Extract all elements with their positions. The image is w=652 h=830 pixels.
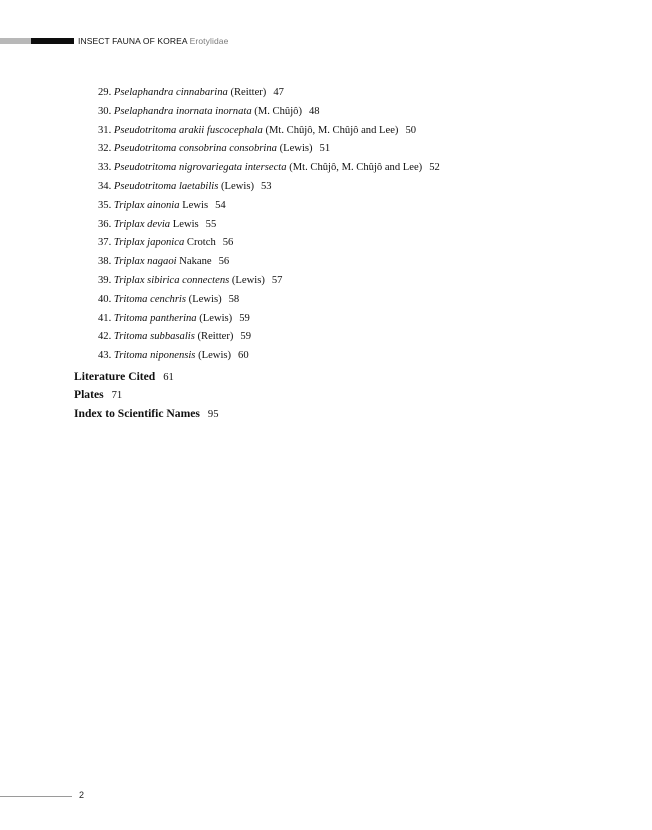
entry-page: 55	[205, 218, 217, 230]
entry-page: 60	[238, 350, 249, 362]
running-head	[0, 38, 652, 46]
species-author: (Reitter)	[197, 331, 234, 343]
entry-number: 39.	[98, 275, 112, 286]
family-name: Erotylidae	[189, 36, 229, 46]
species-author: (Lewis)	[221, 181, 254, 192]
toc-entry	[98, 161, 440, 175]
entry-number: 36.	[98, 218, 112, 230]
entry-number: 41.	[98, 312, 112, 324]
species-name: Tritoma cenchris	[113, 293, 187, 305]
species-name: Pseudotritoma arakii fuscocephala	[113, 124, 263, 136]
header-bar-dark	[31, 38, 74, 44]
entry-number: 34.	[98, 181, 112, 192]
toc-entry	[98, 199, 226, 213]
toc-section-entry	[74, 387, 122, 403]
species-author: (Mt. Chûjô, M. Chûjô and Lee)	[289, 162, 423, 174]
entry-page: 56	[218, 256, 230, 268]
header-bar-light	[0, 38, 31, 44]
species-author: (Lewis)	[198, 350, 232, 362]
entry-page: 48	[308, 105, 320, 117]
species-author: (Lewis)	[188, 293, 222, 305]
entry-page: 47	[273, 87, 284, 98]
entry-page: 54	[215, 199, 226, 211]
toc-entry	[98, 236, 233, 250]
footer-rule	[0, 796, 72, 797]
toc-entry	[98, 124, 416, 138]
entry-number: 31.	[98, 124, 112, 136]
species-author: (Lewis)	[279, 143, 313, 155]
species-author: (Lewis)	[199, 312, 233, 324]
section-title: Literature Cited	[74, 370, 156, 383]
entry-number: 43.	[98, 350, 112, 362]
entry-number: 35.	[98, 199, 112, 211]
species-name: Pselaphandra inornata inornata	[113, 105, 252, 117]
entry-page: 51	[319, 143, 331, 155]
toc-entry	[98, 255, 229, 269]
entry-number: 37.	[98, 237, 112, 249]
toc-entry	[98, 105, 320, 119]
toc-entry	[98, 349, 249, 363]
entry-page: 59	[240, 331, 251, 343]
species-author: Lewis	[182, 199, 209, 211]
toc-entry	[98, 218, 216, 232]
toc-entry	[98, 142, 330, 156]
toc-entry	[98, 180, 272, 194]
entry-number: 38.	[98, 256, 112, 268]
species-name: Triplax nagaoi	[113, 256, 177, 268]
entry-page: 53	[260, 181, 272, 192]
species-name: Pseudotritoma laetabilis	[113, 181, 219, 192]
species-author: (Mt. Chûjô, M. Chûjô and Lee)	[265, 124, 399, 136]
section-title: Plates	[74, 388, 104, 402]
section-page: 61	[163, 372, 174, 383]
species-name: Pselaphandra cinnabarina	[113, 87, 228, 98]
entry-number: 33.	[98, 162, 112, 174]
toc-entry	[98, 293, 239, 307]
entry-number: 30.	[98, 105, 112, 117]
section-title: Index to Scientific Names	[74, 406, 200, 420]
entry-number: 42.	[98, 331, 112, 343]
page-number: 2	[79, 790, 85, 800]
species-name: Triplax devia	[113, 218, 171, 230]
species-name: Tritoma subbasalis	[113, 331, 195, 343]
running-head-text	[78, 35, 228, 47]
entry-number: 29.	[98, 87, 112, 98]
toc-entry	[98, 274, 282, 288]
entry-page: 58	[228, 293, 240, 305]
species-name: Pseudotritoma consobrina consobrina	[113, 143, 277, 155]
toc-entry	[98, 330, 251, 344]
species-name: Triplax japonica	[113, 237, 185, 249]
species-name: Pseudotritoma nigrovariegata intersecta	[113, 162, 287, 174]
toc-entry	[98, 86, 284, 100]
species-author: (M. Chûjô)	[254, 105, 302, 117]
entry-number: 32.	[98, 143, 112, 155]
section-page: 95	[207, 408, 219, 420]
entry-page: 59	[239, 312, 250, 324]
entry-number: 40.	[98, 293, 112, 305]
book-title: INSECT FAUNA OF KOREA	[78, 36, 188, 46]
species-name: Tritoma pantherina	[113, 312, 197, 324]
species-author: Nakane	[179, 256, 212, 268]
entry-page: 52	[429, 162, 440, 174]
species-author: (Reitter)	[230, 87, 267, 98]
entry-page: 50	[405, 124, 417, 136]
section-page: 71	[111, 390, 123, 402]
species-name: Triplax sibirica connectens	[113, 275, 230, 286]
toc-section-entry	[74, 369, 174, 385]
species-author: Lewis	[172, 218, 199, 230]
species-name: Triplax ainonia	[113, 199, 180, 211]
species-author: Crotch	[186, 237, 216, 249]
entry-page: 57	[271, 275, 283, 286]
toc-section-entry	[74, 406, 219, 422]
entry-page: 56	[222, 237, 234, 249]
species-name: Tritoma niponensis	[113, 350, 196, 362]
toc-entry	[98, 312, 250, 326]
species-author: (Lewis)	[231, 275, 265, 286]
